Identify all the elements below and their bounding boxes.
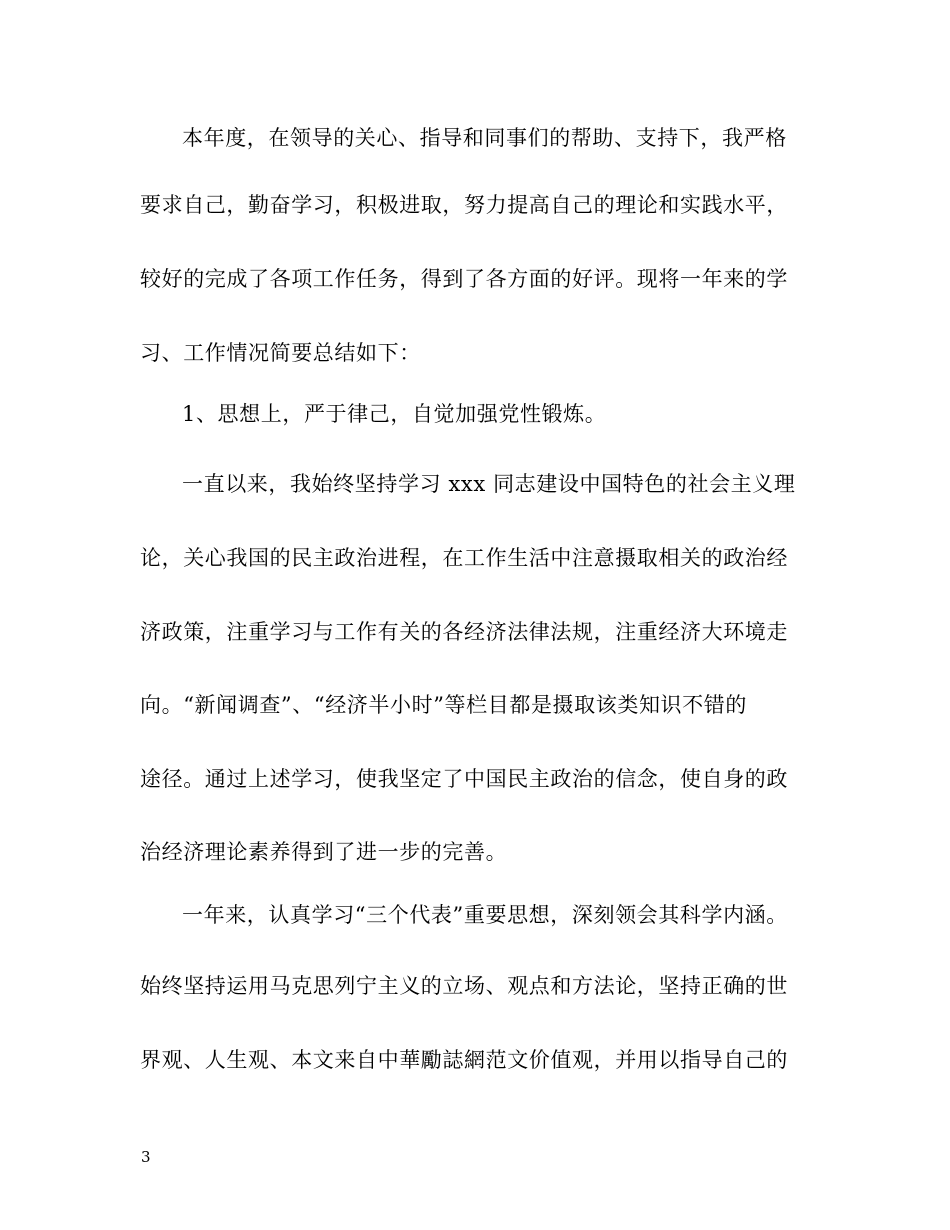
heading-line: 1、思想上，严于律己，自觉加强党性锻炼。 bbox=[182, 402, 607, 426]
paragraph-line: 界观、人生观、本文来自中華勵誌網范文价值观，并用以指导自己的 bbox=[140, 1048, 788, 1072]
paragraph-line: 本年度，在领导的关心、指导和同事们的帮助、支持下，我严格 bbox=[182, 126, 787, 150]
paragraph-line: 较好的完成了各项工作任务，得到了各方面的好评。现将一年来的学 bbox=[140, 267, 788, 291]
page-number: 3 bbox=[141, 1148, 151, 1166]
paragraph-line: 途径。通过上述学习，使我坚定了中国民主政治的信念，使自身的政 bbox=[140, 767, 788, 791]
paragraph-line: 论，关心我国的民主政治进程，在工作生活中注意摄取相关的政治经 bbox=[140, 546, 788, 570]
paragraph-line: 治经济理论素养得到了进一步的完善。 bbox=[140, 840, 508, 864]
paragraph-line: 一年来，认真学习“三个代表”重要思想，深刻领会其科学内涵。 bbox=[182, 903, 788, 927]
paragraph-line: 向。“新闻调查”、“经济半小时”等栏目都是摄取该类知识不错的 bbox=[140, 693, 747, 717]
paragraph-line: 济政策，注重学习与工作有关的各经济法律法规，注重经济大环境走 bbox=[140, 620, 788, 644]
paragraph-line: 始终坚持运用马克思列宁主义的立场、观点和方法论，坚持正确的世 bbox=[140, 974, 788, 998]
paragraph-line: 习、工作情况简要总结如下： bbox=[140, 341, 421, 365]
paragraph-line: 一直以来，我始终坚持学习 xxx 同志建设中国特色的社会主义理 bbox=[182, 472, 796, 496]
paragraph-line: 要求自己，勤奋学习，积极进取，努力提高自己的理论和实践水平， bbox=[140, 193, 788, 217]
